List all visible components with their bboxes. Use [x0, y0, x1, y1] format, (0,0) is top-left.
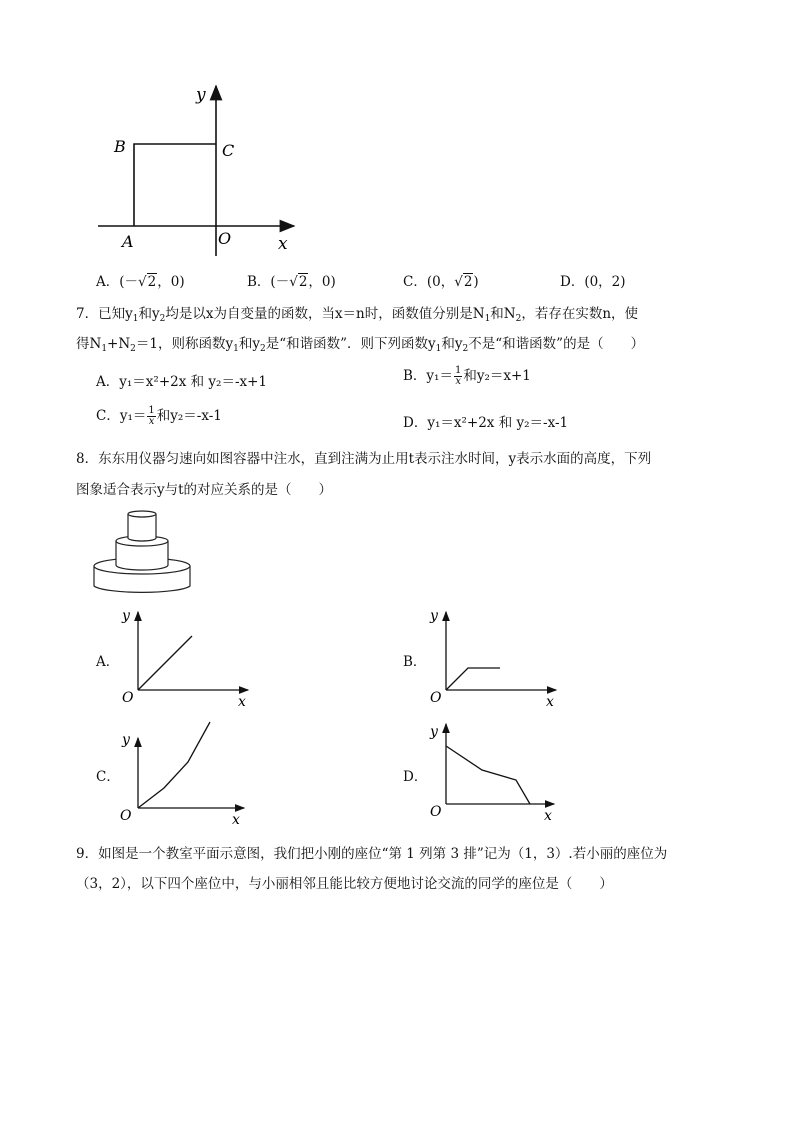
rectangle-abco — [134, 144, 216, 226]
label-a: A — [122, 232, 134, 251]
q8-graph-a[interactable] — [114, 604, 254, 710]
q7-option-b[interactable]: B．y₁＝ $\frac{1}{x}$ 和y₂＝x+1 — [403, 365, 531, 387]
label-x: x — [278, 234, 288, 254]
label-c: C — [222, 141, 235, 160]
svg-text:y: y — [122, 732, 130, 748]
q8-graph-d[interactable] — [424, 716, 564, 826]
label-b: B — [114, 137, 126, 156]
q6-coordinate-figure — [90, 80, 310, 260]
q6-option-d[interactable]: D．(0，2) — [560, 274, 626, 290]
q7-option-d[interactable]: D．y₁＝x²+2x 和 y₂＝-x-1 — [403, 415, 569, 431]
q8-line2: 图象适合表示y与t的对应关系的是（ ） — [76, 482, 333, 498]
svg-text:O: O — [430, 690, 442, 706]
graph-c-line — [138, 722, 210, 808]
q6-option-c[interactable]: C．(0，√2) — [403, 274, 479, 290]
q7-option-a[interactable]: A．y₁＝x²+2x 和 y₂＝-x+1 — [96, 374, 268, 390]
svg-text:y: y — [122, 608, 130, 624]
q8-option-a-label[interactable]: A． — [96, 654, 120, 670]
q8-option-b-label[interactable]: B． — [403, 654, 427, 670]
svg-text:y: y — [430, 608, 438, 624]
q9-line1: 9．如图是一个教室平面示意图，我们把小刚的座位“第 1 列第 3 排”记为（1，3）.若小丽的座位为 — [76, 846, 668, 862]
q7-line1: 7．已知$y_1$和$y_2$均是以x为自变量的函数，当x＝n时，函数值分别是$N_1$和$N_2$，若存在实数n，使 — [76, 306, 639, 324]
svg-text:x: x — [238, 694, 246, 710]
label-y: y — [196, 85, 206, 105]
svg-text:y: y — [430, 724, 438, 740]
svg-text:x: x — [232, 812, 240, 826]
q8-line1: 8．东东用仪器匀速向如图容器中注水，直到注满为止用t表示注水时间，y表示水面的高度，下列 — [76, 451, 652, 467]
q6-option-a[interactable]: A．(－√2，0) — [96, 274, 185, 290]
q8-graph-c[interactable] — [114, 716, 254, 826]
graph-d-line — [446, 746, 530, 804]
container-figure — [90, 508, 196, 602]
svg-text:x: x — [544, 808, 552, 824]
svg-text:O: O — [120, 808, 132, 824]
svg-text:O: O — [122, 690, 134, 706]
q8-graph-b[interactable] — [422, 604, 562, 710]
q8-option-c-label[interactable]: C． — [96, 769, 120, 785]
q7-option-c[interactable]: C．y₁＝ $\frac{1}{x}$ 和y₂＝-x-1 — [96, 405, 222, 427]
q7-line2: 得$N_1+N_2=1$，则称函数$y_1$和$y_2$是“和谐函数”．则下列函数$y_1$和$y_2$不是“和谐函数”的是（ ） — [76, 336, 645, 354]
q9-line2: （3，2），以下四个座位中，与小丽相邻且能比较方便地讨论交流的同学的座位是（ ） — [76, 876, 613, 892]
label-o: O — [218, 229, 232, 248]
svg-text:x: x — [546, 694, 554, 710]
svg-text:O: O — [430, 804, 442, 820]
q6-option-b[interactable]: B．(－√2，0) — [247, 274, 336, 290]
graph-a-line — [138, 636, 192, 690]
q8-option-d-label[interactable]: D． — [403, 769, 428, 785]
graph-b-line — [446, 668, 500, 690]
